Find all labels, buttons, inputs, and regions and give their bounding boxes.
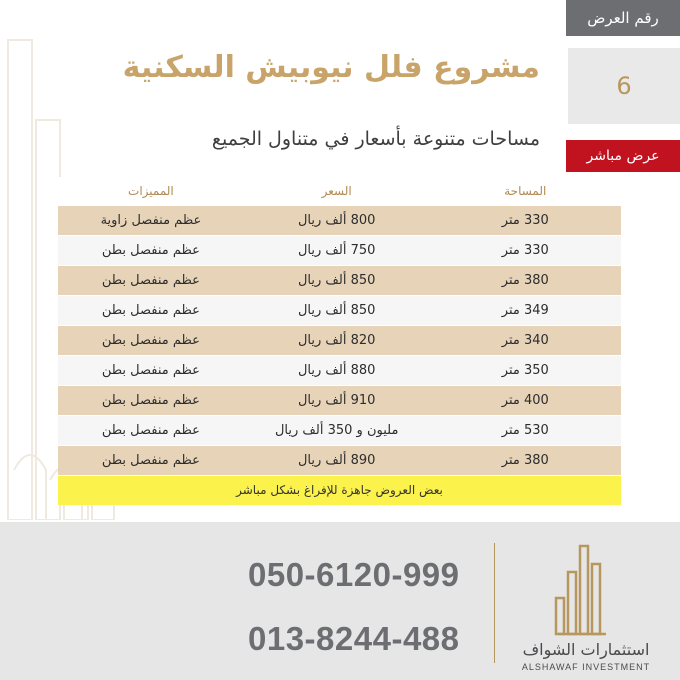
logo-arabic-name: استثمارات الشواف [522, 640, 650, 659]
cell-price: 890 ألف ريال [244, 445, 430, 475]
logo-english-name: ALSHAWAF INVESTMENT [521, 662, 651, 672]
cell-area: 530 متر [430, 415, 621, 445]
table-row [58, 355, 621, 385]
cell-area: 380 متر [430, 445, 621, 475]
phone-number-1[interactable]: 050-6120-999 [248, 556, 460, 593]
table-row [58, 265, 621, 295]
offer-number-label: رقم العرض [566, 0, 680, 36]
table-row [58, 445, 621, 475]
listing-table [58, 177, 621, 505]
cell-features: عظم منفصل بطن [58, 385, 244, 415]
cell-price: 750 ألف ريال [244, 235, 430, 265]
table-row [58, 235, 621, 265]
table-row [58, 325, 621, 355]
listing-table-wrap [58, 177, 621, 505]
cell-area: 380 متر [430, 265, 621, 295]
cell-area: 340 متر [430, 325, 621, 355]
column-header-area: المساحة [430, 177, 621, 205]
cell-features: عظم منفصل بطن [58, 415, 244, 445]
cell-price: 910 ألف ريال [244, 385, 430, 415]
table-row [58, 415, 621, 445]
page-title: مشروع فلل نيوبيش السكنية [122, 50, 540, 85]
cell-features: عظم منفصل بطن [58, 445, 244, 475]
table-row [58, 205, 621, 235]
cell-features: عظم منفصل بطن [58, 355, 244, 385]
alshawaf-logo-icon [554, 542, 610, 638]
phone-number-2[interactable]: 013-8244-488 [248, 620, 460, 657]
cell-features: عظم منفصل زاوية [58, 205, 244, 235]
cell-price: مليون و 350 ألف ريال [244, 415, 430, 445]
cell-area: 349 متر [430, 295, 621, 325]
cell-features: عظم منفصل بطن [58, 235, 244, 265]
cell-price: 880 ألف ريال [244, 355, 430, 385]
cell-price: 850 ألف ريال [244, 265, 430, 295]
table-row [58, 385, 621, 415]
table-header-row [58, 177, 621, 205]
cell-area: 330 متر [430, 205, 621, 235]
direct-offer-badge: عرض مباشر [566, 140, 680, 172]
cell-area: 330 متر [430, 235, 621, 265]
column-header-features: المميزات [58, 177, 244, 205]
footer-divider [494, 543, 495, 663]
table-note: بعض العروض جاهزة للإفراغ بشكل مباشر [58, 475, 621, 505]
cell-features: عظم منفصل بطن [58, 295, 244, 325]
cell-area: 400 متر [430, 385, 621, 415]
cell-features: عظم منفصل بطن [58, 325, 244, 355]
table-note-row [58, 475, 621, 505]
cell-price: 800 ألف ريال [244, 205, 430, 235]
column-header-price: السعر [244, 177, 430, 205]
cell-area: 350 متر [430, 355, 621, 385]
cell-price: 850 ألف ريال [244, 295, 430, 325]
cell-features: عظم منفصل بطن [58, 265, 244, 295]
offer-number: 6 [568, 48, 680, 124]
page-subtitle: مساحات متنوعة بأسعار في متناول الجميع [211, 128, 540, 150]
cell-price: 820 ألف ريال [244, 325, 430, 355]
table-row [58, 295, 621, 325]
